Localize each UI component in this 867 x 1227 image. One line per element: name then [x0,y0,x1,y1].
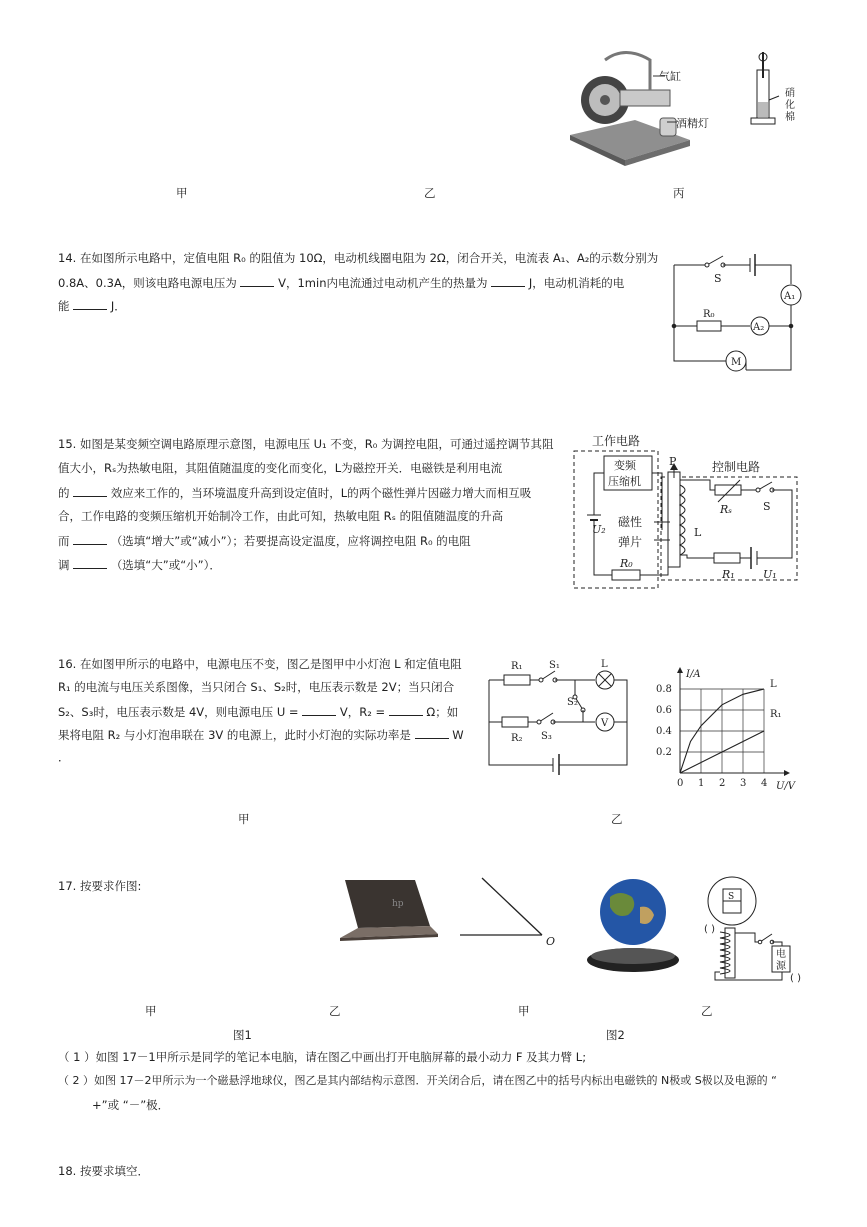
svg-text:源: 源 [776,961,786,972]
q14-fig-S: S [714,272,722,285]
series-label: L [770,679,777,690]
q17-cap-jia1: 甲 [145,1004,157,1018]
q15-fig-mag1: 磁性 [618,515,643,529]
caption-yi: 乙 [424,186,436,200]
y-tick-label: 0.8 [656,684,672,695]
q17-fig2-caption: 图2 [606,1028,625,1042]
q15-fig-mag2: 弹片 [618,535,643,549]
q16-line1: 16. 在如图甲所示的电路中，电源电压不变，图乙是图甲中小灯泡 L 和定值电阻 [58,657,462,671]
q14-line1: 14. 在如图所示电路中，定值电阻 R₀ 的阻值为 10Ω，电动机线圈电阻为 2Ω，闭合开关，电流表 A₁、A₂的示数分别为 [58,251,659,265]
x-tick-label: 3 [740,778,747,789]
nitrocellulose-tube-figure [745,50,785,130]
q15-line4: 合，工作电路的变频压缩机开始制冷工作，由此可知，热敏电阻 Rₛ 的阻值随温度的升高 [58,509,504,523]
q15-blank-effect[interactable] [73,485,107,497]
q15-fig-control: 控制电路 [712,460,761,474]
q16-line3: S₂、S₃时，电压表示数是 4V，则电源电压 U = V，R₂ = Ω；如 [58,705,459,719]
svg-text:P: P [669,455,677,468]
tube-label: 硝 化 棉 [785,88,795,123]
q16-line2: R₁ 的电流与电压关系图像，当只闭合 S₁、S₂时，电压表示数是 2V；当只闭合 [58,680,455,694]
q14-fig-M: M [731,357,742,368]
q15-line6: 调 （选填“大”或“小”）． [58,558,221,572]
q14-blank-energy[interactable] [73,298,107,310]
svg-text:S₃: S₃ [541,731,552,742]
q14-circuit-diagram [665,248,805,378]
q17-title: 17. 按要求作图: [58,879,142,893]
q14-line2: 0.8A、0.3A，则该电路电源电压为 V，1min内电流通过电动机产生的热量为 J，电动机消耗的电 [58,276,625,290]
q16-blank-power[interactable] [415,727,449,739]
maglev-globe-photo [578,872,688,982]
paren-left[interactable]: ( ) [704,924,715,935]
q16-line5: ． [58,750,70,764]
x-tick-label: 4 [761,778,768,789]
svg-text:S₁: S₁ [549,660,560,671]
svg-text:L: L [601,659,608,670]
q18-title: 18. 按要求填空． [58,1164,149,1178]
engine-label-cylinder: 气缸 [659,70,681,83]
y-tick-label: 0.4 [656,726,672,737]
svg-text:U₂: U₂ [592,523,606,536]
x-axis-arrow [784,770,790,776]
q15-line5: 而 （选填“增大”或“减小”）；若要提高设定温度，应将调控电阻 R₀ 的电阻 [58,534,471,548]
pivot-O: O [546,935,556,948]
caption-jia: 甲 [176,186,188,200]
q15-blank-adjust[interactable] [73,557,107,569]
engine-label-lamp: 酒精灯 [676,117,709,130]
q16-caption-yi: 乙 [611,812,623,826]
paren-right[interactable]: ( ) [790,973,801,984]
series-label: R₁ [770,709,782,720]
q14-fig-R0: R₀ [703,309,715,320]
x-axis-label: U/V [776,781,796,792]
y-axis-label: I/A [686,669,701,680]
x-tick-label: 1 [698,778,705,789]
svg-text:L: L [694,526,702,539]
q15-blank-trend[interactable] [73,533,107,545]
caption-bing: 丙 [673,186,685,200]
y-axis-arrow [677,667,683,673]
q17-sub1: （ 1 ）如图 17－1甲所示是同学的笔记本电脑，请在图乙中画出打开电脑屏幕的最小动力 F 及其力臂 L; [58,1050,587,1064]
x-tick-label: 2 [719,778,726,789]
q14-fig-A2: A₂ [753,322,765,333]
q17-sub2a: （ 2 ）如图 17－2甲所示为一个磁悬浮地球仪，图乙是其内部结构示意图．开关闭合后，请在图乙中的括号内标出电磁铁的 N极或 S极以及电源的 “ [58,1074,777,1087]
svg-text:电: 电 [776,949,786,960]
q15-circuit-diagram [570,430,805,592]
q16-line4: 果将电阻 R₂ 与小灯泡串联在 3V 的电源上，此时小灯泡的实际功率是 W [58,728,464,742]
q14-blank-heat[interactable] [491,275,525,287]
svg-text:R₂: R₂ [511,733,523,744]
svg-text:压缩机: 压缩机 [608,475,641,488]
svg-text:S₂: S₂ [567,697,578,708]
svg-text:hp: hp [392,899,404,909]
svg-text:Rₛ: Rₛ [720,503,732,516]
q16-caption-jia: 甲 [238,812,250,826]
svg-text:S: S [763,500,771,513]
svg-text:变频: 变频 [614,459,636,472]
q14-fig-A1: A₁ [784,291,796,302]
svg-text:R₁: R₁ [511,661,523,672]
x-tick-label: 0 [677,778,684,789]
q15-line2: 值大小，Rₛ为热敏电阻，其阻值随温度的变化而变化，L为磁控开关．电磁铁是利用电流 [58,461,503,475]
y-tick-label: 0.6 [656,705,672,716]
q16-iv-chart [653,655,803,795]
stirling-engine-photo [565,40,695,170]
q15-line1: 15. 如图是某变频空调电路原理示意图，电源电压 U₁ 不变，R₀ 为调控电阻，可通过遥控调节其阻 [58,437,554,451]
q16-circuit-diagram [483,655,633,775]
q17-cap-yi1: 乙 [329,1004,341,1018]
q17-sub2b: +”或 “－”极． [92,1098,170,1112]
q16-blank-r2[interactable] [389,704,423,716]
q17-fig1-caption: 图1 [233,1028,252,1042]
laptop-photo [330,876,440,946]
svg-text:U₁: U₁ [763,568,777,581]
q16-blank-voltage[interactable] [302,704,336,716]
q14-line3: 能 J． [58,299,126,313]
laptop-lever-diagram [458,874,558,949]
svg-text:S: S [728,892,735,902]
svg-text:R₁: R₁ [722,568,735,581]
q17-cap-yi2: 乙 [701,1004,713,1018]
svg-text:V: V [601,718,609,729]
q17-cap-jia2: 甲 [518,1004,530,1018]
q15-fig-work: 工作电路 [592,434,641,448]
q14-blank-voltage[interactable] [240,275,274,287]
svg-text:R₀: R₀ [620,557,633,570]
q15-line3: 的 效应来工作的，当环境温度升高到设定值时，L的两个磁性弹片因磁力增大而相互吸 [58,486,532,500]
y-tick-label: 0.2 [656,747,672,758]
